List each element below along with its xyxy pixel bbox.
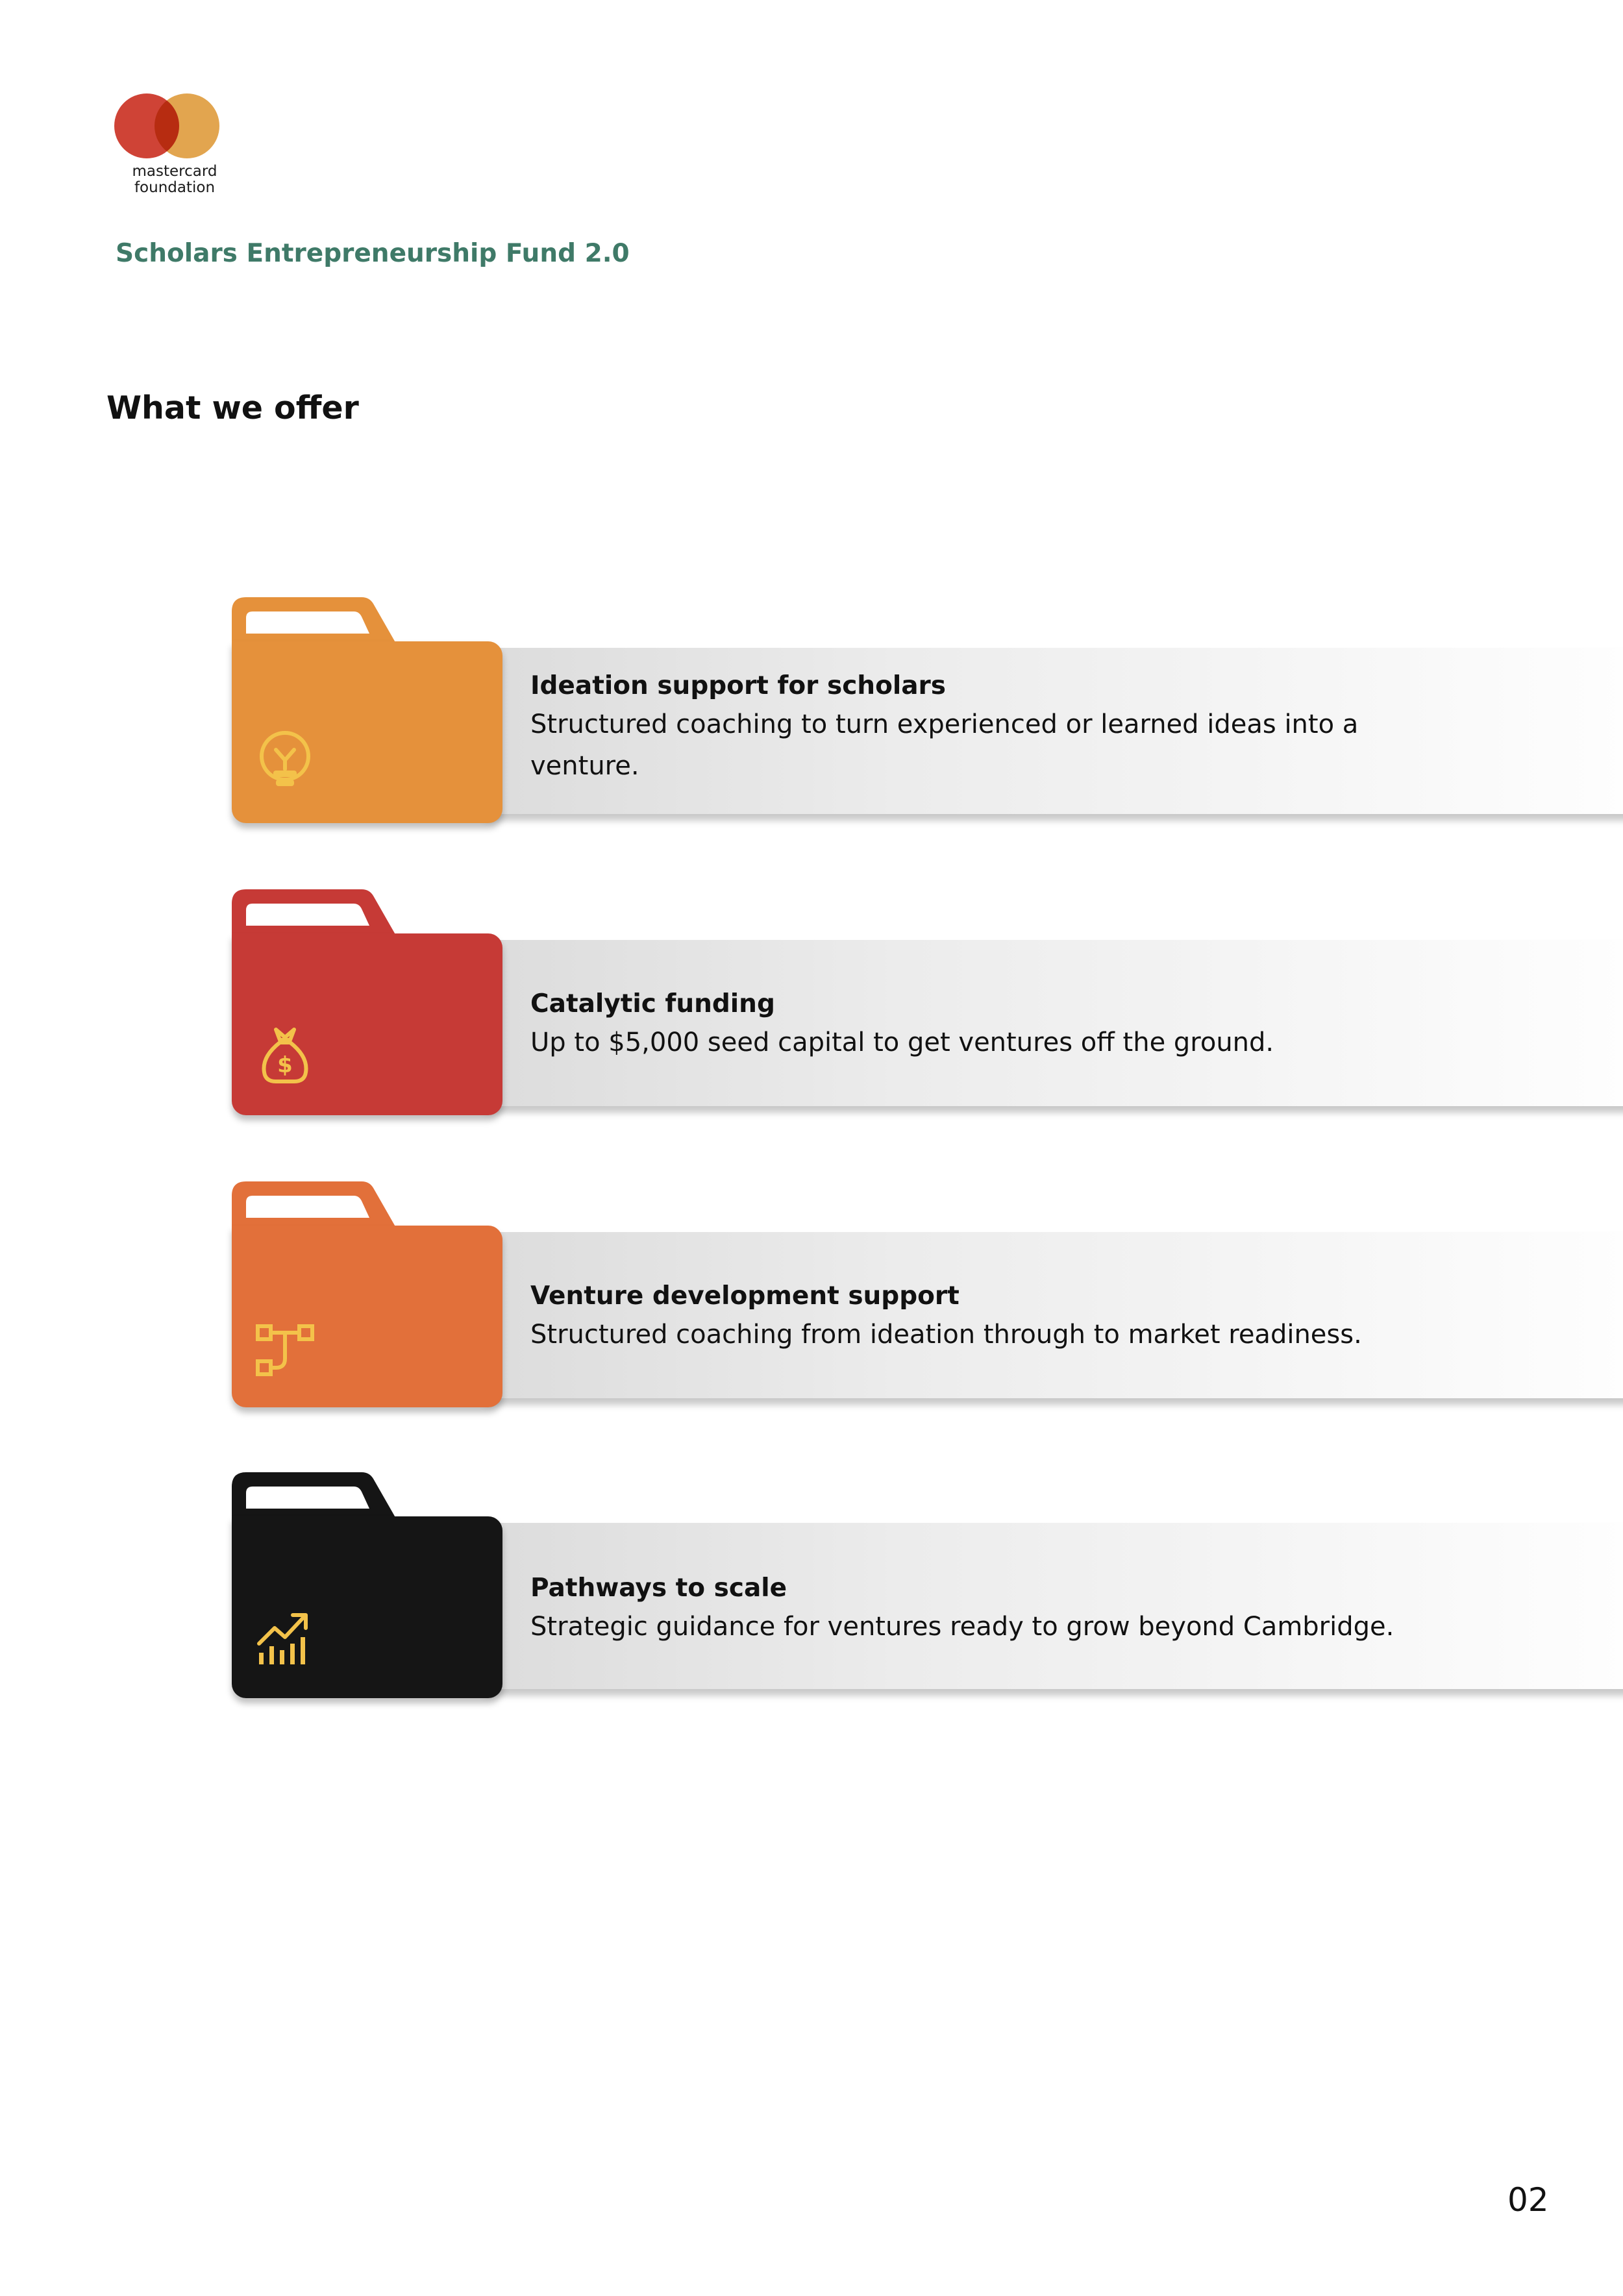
offer-title: Catalytic funding	[530, 989, 775, 1018]
svg-text:$: $	[277, 1052, 293, 1078]
page-number: 02	[1507, 2181, 1549, 2219]
offer-text	[530, 669, 1426, 787]
offer-description: Strategic guidance for ventures ready to grow beyond Cambridge.	[530, 1612, 1394, 1642]
flow-diagram-icon	[255, 1321, 315, 1381]
logo-line-1: mastercard	[132, 163, 217, 180]
logo-circles	[114, 92, 225, 160]
logo-line-2: foundation	[134, 179, 216, 196]
offer-text	[530, 1571, 1426, 1648]
folder-graphic	[232, 1472, 502, 1698]
offer-card-pathways	[232, 1472, 1448, 1698]
growth-chart-icon	[255, 1607, 315, 1667]
money-bag-icon	[255, 1026, 315, 1085]
folder-graphic	[232, 1181, 502, 1407]
offer-text	[530, 1279, 1426, 1355]
offer-description: Up to $5,000 seed capital to get ventures off the ground.	[530, 1028, 1274, 1057]
folder-graphic	[232, 889, 502, 1115]
offer-card-venture-development	[232, 1181, 1448, 1407]
mastercard-foundation-logo	[114, 92, 225, 196]
offer-title: Venture development support	[530, 1281, 960, 1311]
offer-text	[530, 987, 1426, 1063]
document-subtitle: Scholars Entrepreneurship Fund 2.0	[116, 239, 630, 268]
section-title: What we offer	[106, 389, 359, 426]
offer-description: Structured coaching from ideation through to market readiness.	[530, 1320, 1362, 1350]
folder-graphic	[232, 597, 502, 823]
offer-description: Structured coaching to turn experienced or learned ideas into a venture.	[530, 710, 1359, 781]
lightbulb-icon	[255, 730, 315, 790]
offer-card-funding	[232, 889, 1448, 1115]
offer-card-ideation	[232, 597, 1448, 823]
logo-yellow-circle	[155, 93, 219, 158]
offer-title: Ideation support for scholars	[530, 671, 946, 700]
folder-body	[232, 933, 502, 1115]
offer-title: Pathways to scale	[530, 1574, 787, 1603]
logo-wordmark	[119, 164, 230, 196]
